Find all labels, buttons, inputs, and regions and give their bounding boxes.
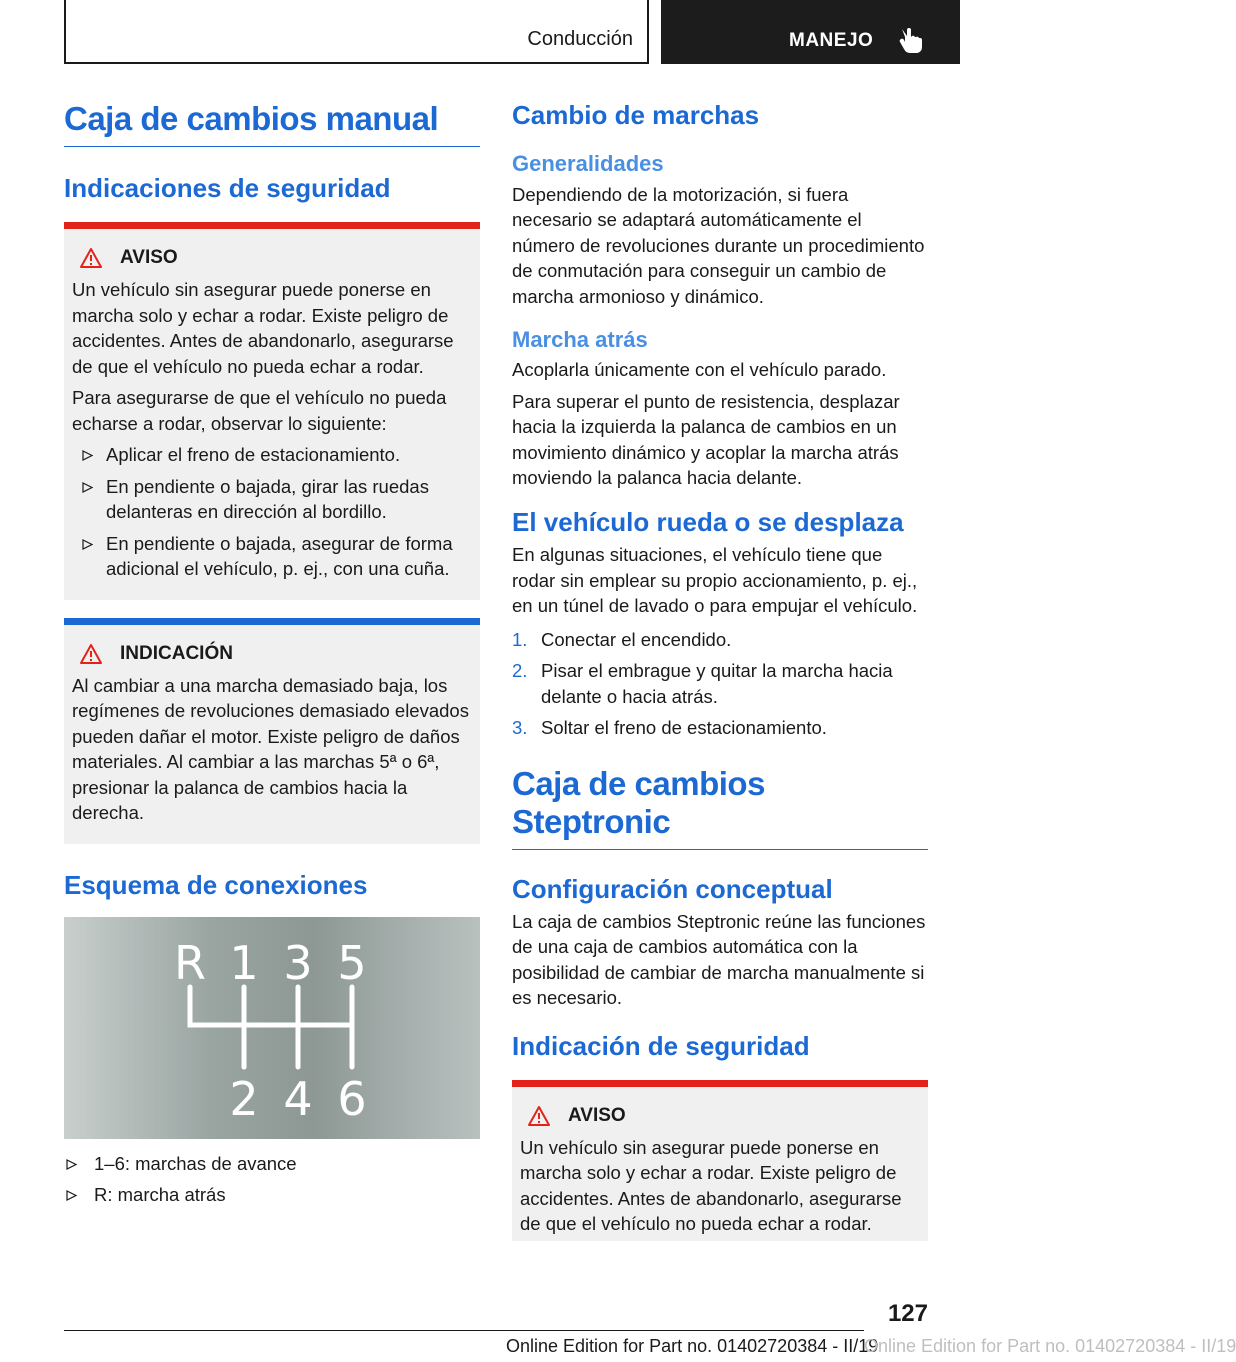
list-item [72,474,472,525]
safety-heading: Indicaciones de seguridad [64,172,391,203]
scheme-heading: Esquema de conexiones [64,869,368,900]
aviso2-box [512,1080,928,1241]
indicacion-title [72,643,472,665]
list-item-text: R: marcha atrás [94,1184,226,1206]
right-column [512,100,928,1241]
bullet-triangle-icon [82,450,93,461]
roll-heading: El vehículo rueda o se desplaza [512,506,904,537]
general-text: Dependiendo de la motorización, si fuera necesario se adaptará automáticamente el número de revoluciones durante un procedimiento de conmutación para conseguir un cambio de marcha armonioso y dinámico. [512,183,925,307]
bullet-triangle-icon [66,1190,77,1201]
reverse-text-1: Acoplarla únicamente con el vehículo parado. [512,359,887,381]
indicacion-paragraph: Al cambiar a una marcha demasiado baja, los regímenes de revoluciones demasiado elevados pueden dañar el motor. Existe peligro de daños materiales. Al cambiar a las marchas 5ª o 6ª, presionar la palanca de cambios hacia la derecha. [72,674,469,824]
list-item [64,1151,480,1177]
aviso-list [72,442,472,582]
warning-triangle-icon [80,248,102,268]
steptronic-title: Caja de cambios Steptronic [512,765,928,850]
list-item [64,1182,480,1208]
gear-label-r: R [174,935,206,990]
page-number: 127 [887,1300,928,1327]
gear-label-3: 3 [283,935,313,990]
change-heading: Cambio de marchas [512,100,760,130]
aviso-paragraph-2: Para asegurarse de que el vehículo no pueda echarse a rodar, observar lo siguiente: [72,387,447,434]
aviso2-paragraph: Un vehículo sin asegurar puede ponerse en marcha solo y echar a rodar. Existe peligro de accidentes. Antes de abandonarlo, asegurarse de que el vehículo no pueda echar a rodar. [520,1136,902,1235]
step-text: Soltar el freno de estacionamiento. [541,717,827,739]
safety2-heading: Indicación de seguridad [512,1030,810,1061]
gear-pattern-graphic [64,917,480,1139]
aviso2-label: AVISO [568,1104,626,1126]
gear-label-5: 5 [337,935,367,990]
page-title: Caja de cambios manual [64,100,480,147]
gear-label-4: 4 [283,1071,313,1126]
bullet-triangle-icon [66,1159,77,1170]
gear-label-6: 6 [337,1071,367,1126]
gear-label-2: 2 [229,1071,259,1126]
hand-pointer-icon [897,25,925,55]
list-item-text: En pendiente o bajada, girar las ruedas delanteras en dirección al bordillo. [106,475,429,523]
reverse-heading: Marcha atrás [512,327,648,353]
concept-heading: Configuración conceptual [512,873,833,904]
list-item-text: Aplicar el freno de estacionamiento. [106,444,401,466]
list-item [72,531,472,582]
list-item [512,627,928,653]
header-section-box [64,0,649,64]
list-item-text: En pendiente o bajada, asegurar de forma adicional el vehículo, p. ej., con una cuña. [106,532,453,580]
step-number: 1. [512,628,528,650]
footer-edition: Online Edition for Part no. 01402720384 - II/19 [506,1336,879,1356]
scheme-list [64,1151,480,1208]
header-chapter-label: MANEJO [789,30,874,51]
warning-triangle-icon [80,644,102,664]
left-column [64,100,480,1208]
step-number: 2. [512,660,528,682]
steps-list [512,627,928,741]
header-chapter-box [661,0,960,64]
footer-watermark: Online Edition for Part no. 01402720384 - II/19 [864,1336,1236,1356]
footer-divider [64,1330,864,1331]
reverse-text-2: Para superar el punto de resistencia, desplazar hacia la izquierda la palanca de cambios en un movimiento dinámico y acoplar la marcha atrás moviendo la palanca hacia delante. [512,390,900,489]
gear-label-1: 1 [229,935,259,990]
roll-text: En algunas situaciones, el vehículo tiene que rodar sin emplear su propio accionamiento, p. ej., en un túnel de lavado o para empujar el vehículo. [512,544,918,617]
aviso-box [64,222,480,600]
indicacion-label: INDICACIÓN [120,642,233,664]
indicacion-box [64,618,480,844]
header-section-label: Conducción [527,28,633,50]
bullet-triangle-icon [82,539,93,550]
aviso-paragraph-1: Un vehículo sin asegurar puede ponerse en marcha solo y echar a rodar. Existe peligro de accidentes. Antes de abandonarlo, asegurarse de que el vehículo no pueda echar a rodar. [72,279,454,377]
step-text: Pisar el embrague y quitar la marcha hacia delante o hacia atrás. [541,660,893,707]
list-item [512,715,928,741]
general-heading: Generalidades [512,151,664,177]
step-text: Conectar el encendido. [541,628,732,650]
list-item [72,442,472,468]
aviso-title [72,247,472,269]
concept-text: La caja de cambios Steptronic reúne las funciones de una caja de cambios automática con la posibilidad de cambiar de marcha manualmente si es necesario. [512,910,926,1009]
list-item [512,658,928,709]
step-number: 3. [512,717,528,739]
warning-triangle-icon [528,1106,550,1126]
aviso-label: AVISO [120,247,178,269]
gear-shift-diagram [64,917,480,1139]
list-item-text: 1–6: marchas de avance [94,1152,297,1174]
bullet-triangle-icon [82,482,93,493]
aviso2-title [520,1105,920,1127]
